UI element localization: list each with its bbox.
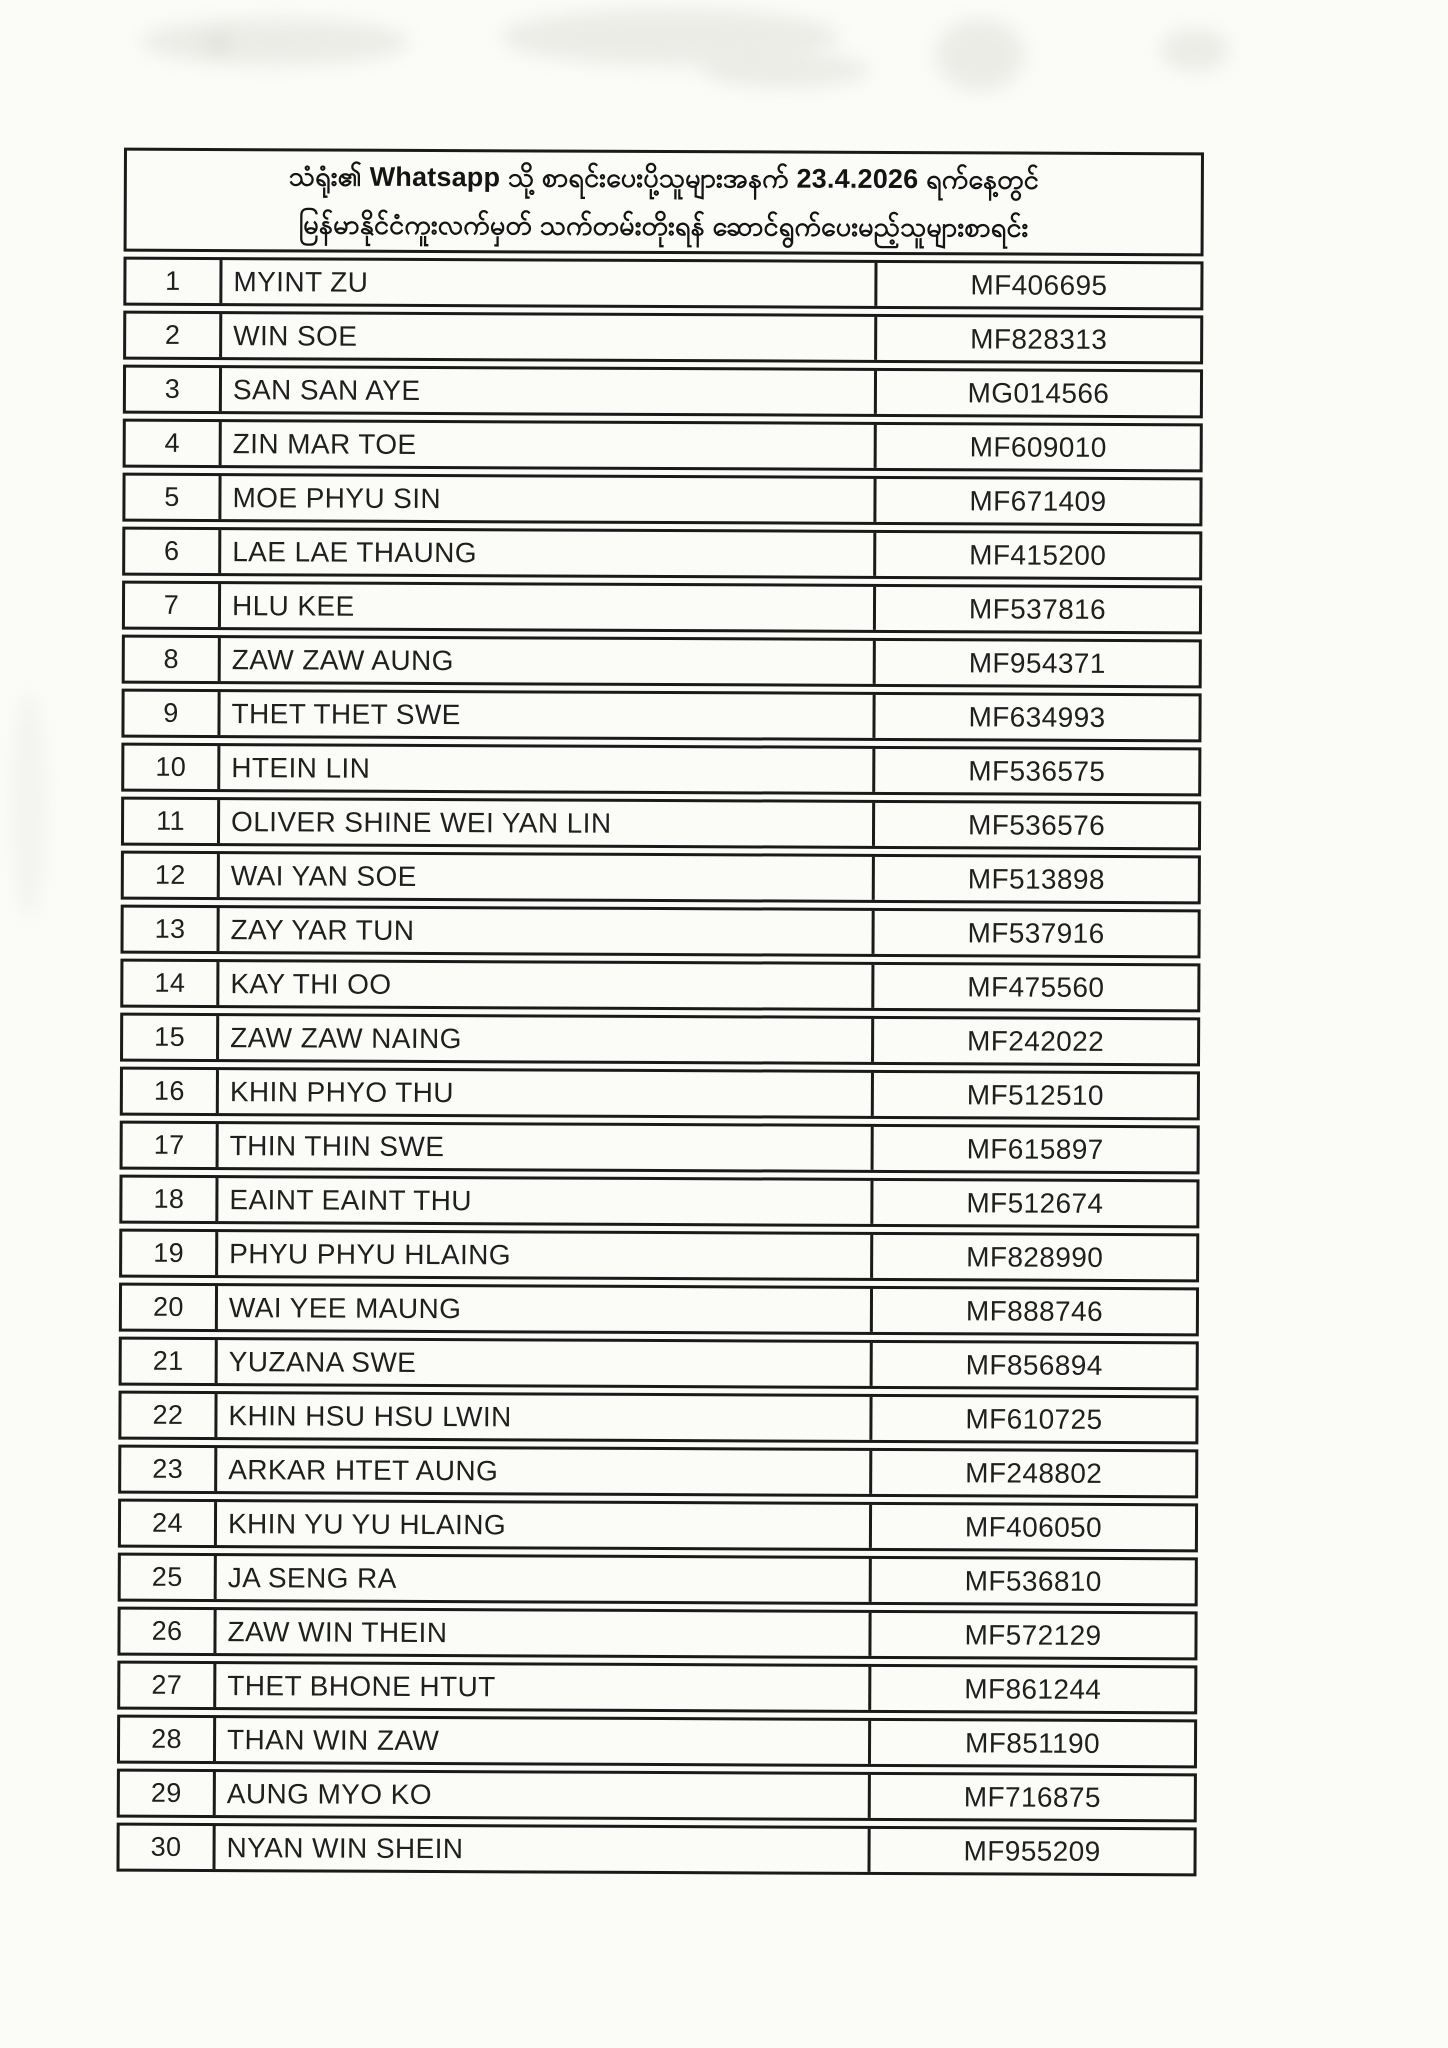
passport-number-cell: MF572129 xyxy=(868,1613,1194,1657)
table-row xyxy=(123,365,1203,419)
passport-number-cell: MF671409 xyxy=(873,479,1199,523)
name-cell: KHIN PHYO THU xyxy=(229,1075,455,1108)
serial-number-cell: 30 xyxy=(119,1826,215,1869)
passport-number-cell: MF615897 xyxy=(871,1127,1197,1171)
name-cell: THIN THIN SWE xyxy=(229,1129,445,1162)
name-cell: KAY THI OO xyxy=(230,967,392,1000)
serial-number-cell: 24 xyxy=(121,1502,217,1545)
passport-number-cell: MF513898 xyxy=(872,857,1198,901)
passport-number-cell: MF856894 xyxy=(870,1343,1196,1387)
serial-number-cell: 23 xyxy=(121,1448,217,1491)
passport-number-cell: MF536810 xyxy=(869,1559,1195,1603)
table-row xyxy=(119,1229,1199,1283)
name-cell: ZIN MAR TOE xyxy=(232,427,417,460)
name-cell: SAN SAN AYE xyxy=(232,373,421,406)
name-cell: AUNG MYO KO xyxy=(226,1777,432,1810)
passport-number-cell: MF610725 xyxy=(869,1397,1195,1441)
passport-number-cell: MF406695 xyxy=(874,263,1200,307)
name-cell: HTEIN LIN xyxy=(231,751,371,784)
table-body xyxy=(116,257,1203,1877)
table-row xyxy=(119,1175,1199,1229)
title-line-2: မြန်မာနိုင်ငံကူးလက်မှတ် သက်တမ်းတိုးရန် ဆောင်ရွက်ပေးမည့်သူများစာရင်း xyxy=(298,209,1029,243)
name-cell: THAN WIN ZAW xyxy=(226,1723,440,1756)
serial-number-cell: 19 xyxy=(122,1232,218,1275)
serial-number-cell: 3 xyxy=(126,368,222,411)
name-cell: HLU KEE xyxy=(231,589,355,622)
table-row xyxy=(120,1121,1200,1175)
table-row xyxy=(121,797,1201,851)
passport-list-table xyxy=(116,148,1204,1877)
passport-number-cell: MF242022 xyxy=(871,1019,1197,1063)
serial-number-cell: 16 xyxy=(123,1070,219,1113)
table-row xyxy=(117,1769,1197,1823)
table-row xyxy=(120,1013,1200,1067)
serial-number-cell: 7 xyxy=(125,584,221,627)
serial-number-cell: 26 xyxy=(120,1610,216,1653)
name-cell: ZAW ZAW NAING xyxy=(230,1021,462,1054)
serial-number-cell: 25 xyxy=(121,1556,217,1599)
passport-number-cell: MF512510 xyxy=(871,1073,1197,1117)
name-cell: EAINT EAINT THU xyxy=(229,1183,472,1216)
name-cell: WIN SOE xyxy=(233,319,358,352)
serial-number-cell: 10 xyxy=(124,746,220,789)
table-row xyxy=(121,851,1201,905)
table-row xyxy=(116,1823,1196,1877)
passport-number-cell: MF536576 xyxy=(872,803,1198,847)
table-row xyxy=(117,1661,1197,1715)
name-cell: THET BHONE HTUT xyxy=(227,1669,496,1702)
name-cell: ZAW ZAW AUNG xyxy=(231,643,454,676)
passport-number-cell: MF537916 xyxy=(871,911,1197,955)
scan-smudge xyxy=(205,36,231,50)
table-row xyxy=(117,1607,1197,1661)
table-row xyxy=(119,1283,1199,1337)
serial-number-cell: 28 xyxy=(120,1718,216,1761)
passport-number-cell: MF415200 xyxy=(873,533,1199,577)
table-row xyxy=(121,743,1201,797)
table-row xyxy=(123,257,1203,311)
scan-smudge xyxy=(935,18,1025,92)
serial-number-cell: 29 xyxy=(120,1772,216,1815)
name-cell: MOE PHYU SIN xyxy=(232,481,442,514)
table-row xyxy=(123,419,1203,473)
passport-number-cell: MF851190 xyxy=(868,1721,1194,1765)
serial-number-cell: 4 xyxy=(126,422,222,465)
serial-number-cell: 15 xyxy=(123,1016,219,1059)
serial-number-cell: 2 xyxy=(126,314,222,357)
passport-number-cell: MF536575 xyxy=(872,749,1198,793)
name-cell: PHYU PHYU HLAING xyxy=(229,1237,512,1270)
passport-number-cell: MF888746 xyxy=(870,1289,1196,1333)
table-title-box xyxy=(124,148,1204,257)
scan-smudge xyxy=(700,52,870,88)
table-row xyxy=(122,527,1202,581)
passport-number-cell: MF406050 xyxy=(869,1505,1195,1549)
passport-number-cell: MF475560 xyxy=(871,965,1197,1009)
serial-number-cell: 12 xyxy=(124,854,220,897)
name-cell: WAI YEE MAUNG xyxy=(228,1291,462,1324)
table-row xyxy=(118,1499,1198,1553)
table-row xyxy=(121,689,1201,743)
serial-number-cell: 8 xyxy=(125,638,221,681)
name-cell: NYAN WIN SHEIN xyxy=(226,1831,464,1864)
passport-number-cell: MF861244 xyxy=(868,1667,1194,1711)
scan-smudge xyxy=(140,18,410,66)
name-cell: KHIN HSU HSU LWIN xyxy=(228,1399,512,1432)
serial-number-cell: 11 xyxy=(124,800,220,843)
passport-number-cell: MF609010 xyxy=(874,425,1200,469)
serial-number-cell: 1 xyxy=(126,260,222,303)
serial-number-cell: 27 xyxy=(120,1664,216,1707)
serial-number-cell: 6 xyxy=(125,530,221,573)
passport-number-cell: MF634993 xyxy=(872,695,1198,739)
table-row xyxy=(120,1067,1200,1121)
name-cell: ARKAR HTET AUNG xyxy=(228,1453,499,1486)
scan-smudge xyxy=(1160,28,1230,72)
name-cell: MYINT ZU xyxy=(233,265,369,298)
name-cell: THET THET SWE xyxy=(231,697,461,730)
passport-number-cell: MF954371 xyxy=(873,641,1199,685)
serial-number-cell: 21 xyxy=(122,1340,218,1383)
name-cell: YUZANA SWE xyxy=(228,1345,417,1378)
serial-number-cell: 5 xyxy=(125,476,221,519)
passport-number-cell: MF537816 xyxy=(873,587,1199,631)
table-row xyxy=(118,1445,1198,1499)
table-row xyxy=(118,1553,1198,1607)
passport-number-cell: MF716875 xyxy=(868,1775,1194,1819)
serial-number-cell: 9 xyxy=(124,692,220,735)
title-line-1: သံရုံး၏ Whatsapp သို့ စာရင်းပေးပို့သူများအနက် 23.4.2026 ရက်နေ့တွင် xyxy=(288,161,1040,195)
scan-smudge xyxy=(12,690,46,920)
serial-number-cell: 13 xyxy=(124,908,220,951)
name-cell: JA SENG RA xyxy=(227,1561,397,1594)
passport-number-cell: MF955209 xyxy=(867,1829,1193,1873)
name-cell: WAI YAN SOE xyxy=(230,859,417,892)
table-row xyxy=(117,1715,1197,1769)
name-cell: OLIVER SHINE WEI YAN LIN xyxy=(230,805,612,839)
name-cell: ZAW WIN THEIN xyxy=(227,1615,448,1648)
passport-number-cell: MF248802 xyxy=(869,1451,1195,1495)
passport-number-cell: MF828990 xyxy=(870,1235,1196,1279)
name-cell: ZAY YAR TUN xyxy=(230,913,415,946)
table-row xyxy=(123,311,1203,365)
table-row xyxy=(122,473,1202,527)
passport-number-cell: MG014566 xyxy=(874,371,1200,415)
name-cell: LAE LAE THAUNG xyxy=(232,535,478,568)
serial-number-cell: 20 xyxy=(122,1286,218,1329)
passport-number-cell: MF512674 xyxy=(870,1181,1196,1225)
serial-number-cell: 14 xyxy=(123,962,219,1005)
table-row xyxy=(119,1337,1199,1391)
serial-number-cell: 17 xyxy=(123,1124,219,1167)
name-cell: KHIN YU YU HLAING xyxy=(227,1507,507,1540)
serial-number-cell: 22 xyxy=(121,1394,217,1437)
table-row xyxy=(120,905,1200,959)
table-row xyxy=(118,1391,1198,1445)
table-row xyxy=(122,635,1202,689)
table-row xyxy=(122,581,1202,635)
passport-number-cell: MF828313 xyxy=(874,317,1200,361)
table-row xyxy=(120,959,1200,1013)
serial-number-cell: 18 xyxy=(122,1178,218,1221)
